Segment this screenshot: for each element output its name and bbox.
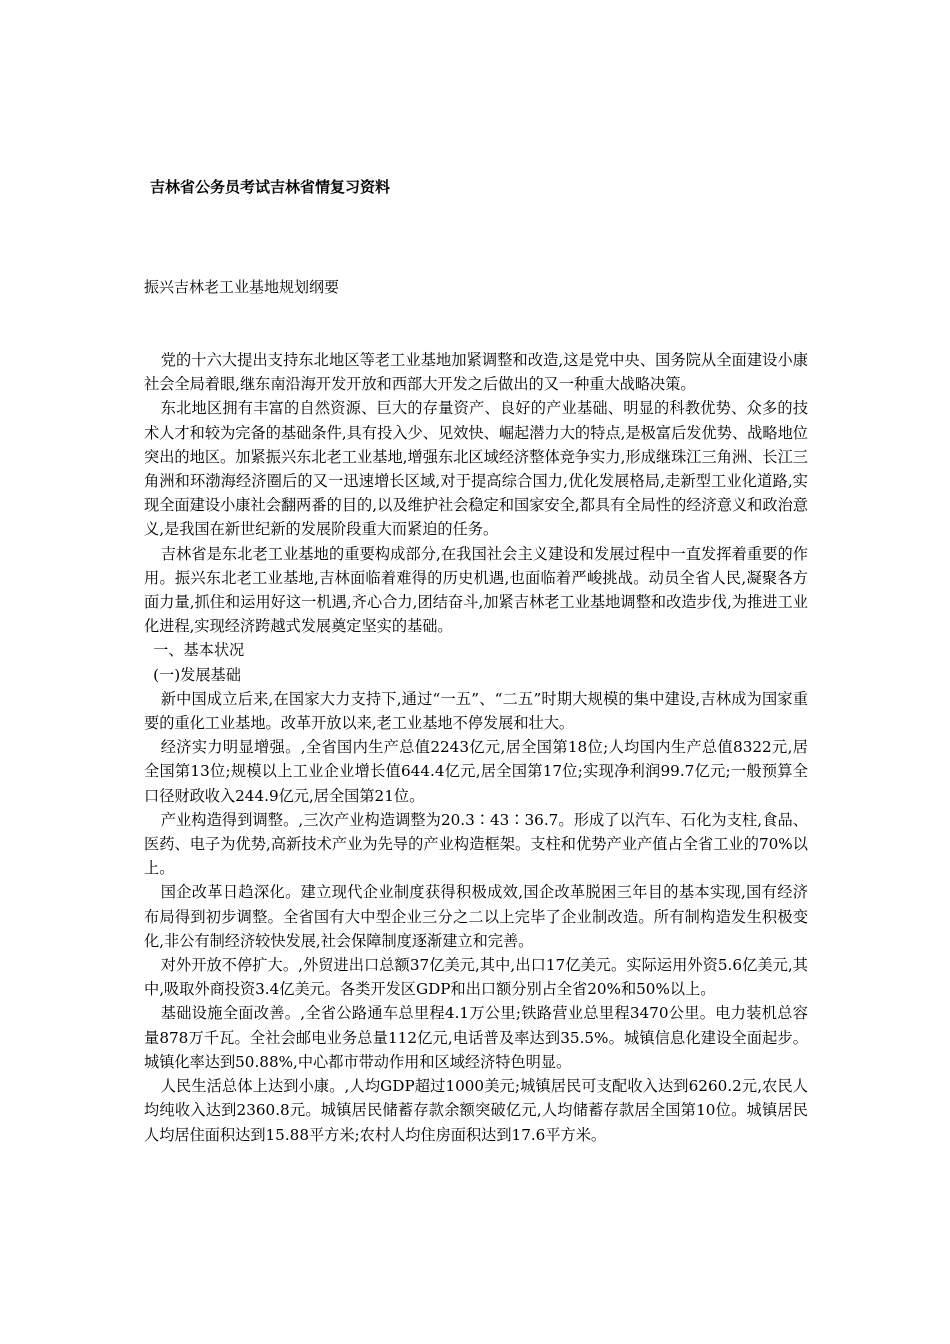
document-body — [144, 348, 808, 1147]
document-title: 吉林省公务员考试吉林省情复习资料 — [150, 178, 391, 196]
paragraph: 新中国成立后来,在国家大力支持下,通过“一五”、“二五”时期大规模的集中建设,吉林成为国家重要的重化工业基地。改革开放以来,老工业基地不停发展和壮大。 — [144, 689, 808, 733]
section-heading: 一、基本状况 — [153, 641, 245, 660]
paragraph: 国企改革日趋深化。建立现代企业制度获得积极成效,国企改革脱困三年目的基本实现,国有经济布局得到初步调整。全省国有大中型企业三分之二以上完毕了企业制改造。所有制构造发生积极变化,非公有制经济较快发展,社会保障制度逐渐建立和完善。 — [144, 883, 808, 950]
document-subtitle: 振兴吉林老工业基地规划纲要 — [144, 278, 340, 296]
paragraph: 产业构造得到调整。,三次产业构造调整为20.3∶43∶36.7。形成了以汽车、石化为支柱,食品、医药、电子为优势,高新技术产业为先导的产业构造框架。支柱和优势产业产值占全省工业的70%以上。 — [144, 810, 808, 878]
subsection-heading: (一)发展基础 — [153, 665, 241, 684]
paragraph: 吉林省是东北老工业基地的重要构成部分,在我国社会主义建设和发展过程中一直发挥着重要的作用。振兴东北老工业基地,吉林面临着难得的历史机遇,也面临着严峻挑战。动员全省人民,凝聚各方面力量,抓住和运用好这一机遇,齐心合力,团结奋斗,加紧吉林老工业基地调整和改造步伐,为推进工业化进程,实现经济跨越式发展奠定坚实的基础。 — [144, 544, 808, 636]
paragraph: 人民生活总体上达到小康。,人均GDP超过1000美元;城镇居民可支配收入达到6260.2元,农民人均纯收入达到2360.8元。城镇居民储蓄存款余额突破亿元,人均储蓄存款居全国第10位。城镇居民人均居住面积达到15.88平方米;农村人均住房面积达到17.6平方米。 — [144, 1077, 808, 1144]
paragraph: 东北地区拥有丰富的自然资源、巨大的存量资产、良好的产业基础、明显的科教优势、众多的技术人才和较为完备的基础条件,具有投入少、见效快、崛起潜力大的特点,是极富后发优势、战略地位突出的地区。加紧振兴东北老工业基地,增强东北区域经济整体竞争实力,形成继珠江三角洲、长江三角洲和环渤海经济圈后的又一迅速增长区域,对于提高综合国力,优化发展格局,走新型工业化道路,实现全面建设小康社会翻两番的目的,以及维护社会稳定和国家安全,都具有全局性的经济意义和政治意义,是我国在新世纪新的发展阶段重大而紧迫的任务。 — [144, 399, 808, 539]
paragraph: 经济实力明显增强。,全省国内生产总值2243亿元,居全国第18位;人均国内生产总值8322元,居全国第13位;规模以上工业企业增长值644.4亿元,居全国第17位;实现净利润99.7亿元;一般预算全口径财政收入244.9亿元,居全国第21位。 — [144, 738, 808, 805]
paragraph: 基础设施全面改善。,全省公路通车总里程4.1万公里;铁路营业总里程3470公里。电力装机总容量878万千瓦。全社会邮电业务总量112亿元,电话普及率达到35.5%。城镇信息化建设全面起步。城镇化率达到50.88%,中心都市带动作用和区域经济特色明显。 — [144, 1004, 808, 1071]
paragraph: 党的十六大提出支持东北地区等老工业基地加紧调整和改造,这是党中央、国务院从全面建设小康社会全局着眼,继东南沿海开发开放和西部大开发之后做出的又一种重大战略决策。 — [144, 351, 808, 394]
paragraph: 对外开放不停扩大。,外贸进出口总额37亿美元,其中,出口17亿美元。实际运用外资5.6亿美元,其中,吸取外商投资3.4亿美元。各类开发区GDP和出口额分别占全省20%和50%以上。 — [144, 956, 808, 999]
